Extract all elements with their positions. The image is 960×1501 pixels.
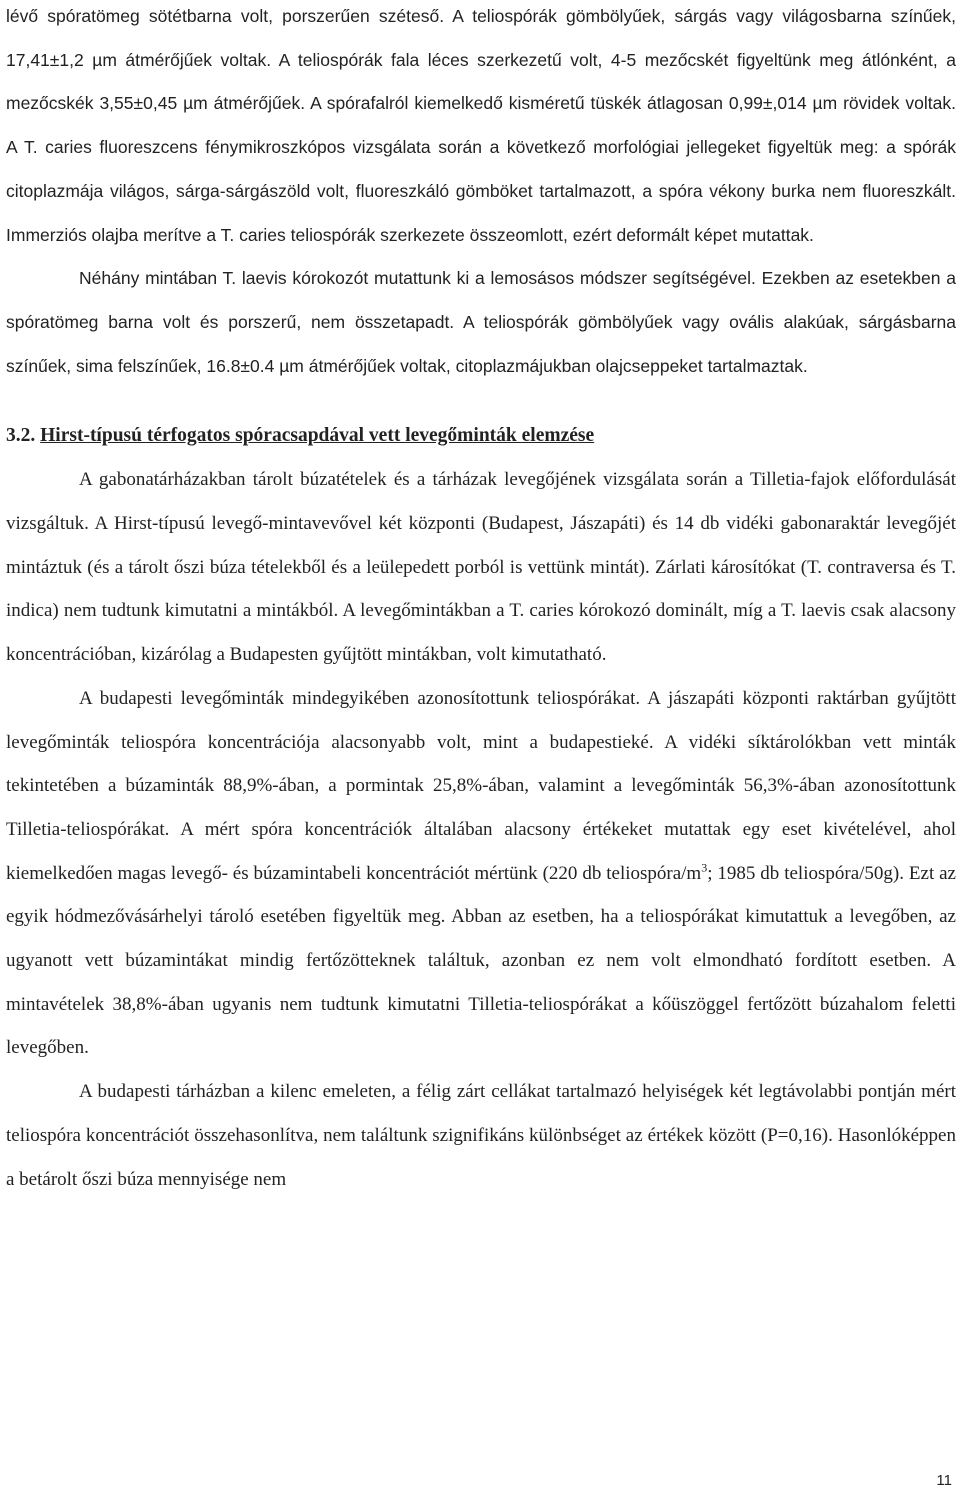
paragraph-air-samples-part1: A budapesti levegőminták mindegyikében azonosítottunk teliospórákat. A jászapáti központi raktárban gyűjtött levegőminták teliospóra koncentrációja alacsonyabb volt, mint a budapestieké. A vidéki síktárolókban vett minták tekintetében a búzaminták 88,9%-ában, a pormintak 25,8%-ában, valamint a levegőminták 56,3%-ában azonosítottunk Tilletia-teliospórákat. A mért spóra koncentrációk általában alacsony értékeket mutattak egy eset kivételével, ahol kiemelkedően magas levegő- és búzamintabeli koncentrációt mértünk (220 db teliospóra/m: [6, 687, 956, 884]
paragraph-grain-storage: A gabonatárházakban tárolt búzatételek és a tárházak levegőjének vizsgálata során a Tilletia-fajok előfordulását vizsgáltuk. A Hirst-típusú levegő-mintavevővel két központi (Budapest, Jászapáti) és 14 db vidéki gabonaraktár levegőjét mintáztuk (és a tárolt őszi búza tételekből és a leülepedett porból is vettünk mintát). Zárlati károsítókat (T. contraversa és T. indica) nem tudtunk kimutatni a mintákból. A levegőmintákban a T. caries kórokozó dominált, míg a T. laevis csak alacsony koncentrációban, kizárólag a Budapesten gyűjtött mintákban, volt kimutatható.: [6, 469, 956, 666]
section-heading: [6, 414, 956, 458]
paragraph-budapest-storage: A budapesti tárházban a kilenc emeleten, a félig zárt cellákat tartalmazó helyiségek két legtávolabbi pontján mért teliospóra koncentrációt összehasonlítva, nem találtunk szignifikáns különbséget az értékek között (P=0,16). Hasonlóképpen a betárolt őszi búza mennyisége nem: [6, 1081, 956, 1190]
paragraph-air-samples-part2: ; 1985 db teliospóra/50g). Ezt az egyik hódmezővásárhelyi tároló esetében figyeltük meg. Abban az esetben, ha a teliospórákat kimutattuk a levegőben, az ugyanott vett búzamintákat mindig fertőzötteknek találtuk, azonban ez nem volt elmondható fordított esetben. A mintavételek 38,8%-ában ugyanis nem tudtunk kimutatni Tilletia-teliospórákat a kőüszöggel fertőzött búzahalom feletti levegőben.: [6, 862, 956, 1059]
document-page: [6, 0, 956, 1201]
paragraph-air-samples: [6, 677, 956, 1070]
section-title: Hirst-típusú térfogatos spóracsapdával vett levegőminták elemzése: [40, 425, 595, 447]
section-number: 3.2.: [6, 425, 36, 447]
paragraph-teliospore-morphology: lévő spóratömeg sötétbarna volt, porszerűen széteső. A teliospórák gömbölyűek, sárgás vagy világosbarna színűek, 17,41±1,2 µm átmérőjűek voltak. A teliospórák fala léces szerkezetű volt, 4-5 mezőcskét figyeltünk meg átlónként, a mezőcskék 3,55±0,45 µm átmérőjűek. A spórafalról kiemelkedő kisméretű tüskék átlagosan 0,99±,014 µm rövidek voltak. A T. caries fluoreszcens fénymikroszkópos vizsgálata során a következő morfológiai jellegeket figyeltük meg: a spórák citoplazmája világos, sárga-sárgászöld volt, fluoreszkáló gömböket tartalmazott, a spóra vékony burka nem fluoreszkált. Immerziós olajba merítve a T. caries teliospórák szerkezete összeomlott, ezért deformált képet mutattak.: [6, 6, 956, 245]
superscript-3: 3: [701, 860, 708, 875]
page-number: 11: [936, 1472, 952, 1489]
paragraph-t-laevis: Néhány mintában T. laevis kórokozót mutattunk ki a lemosásos módszer segítségével. Ezekben az esetekben a spóratömeg barna volt és porszerű, nem összetapadt. A teliospórák gömbölyűek vagy ovális alakúak, sárgásbarna színűek, sima felszínűek, 16.8±0.4 µm átmérőjűek voltak, citoplazmájukban olajcseppeket tartalmaztak.: [6, 268, 956, 376]
